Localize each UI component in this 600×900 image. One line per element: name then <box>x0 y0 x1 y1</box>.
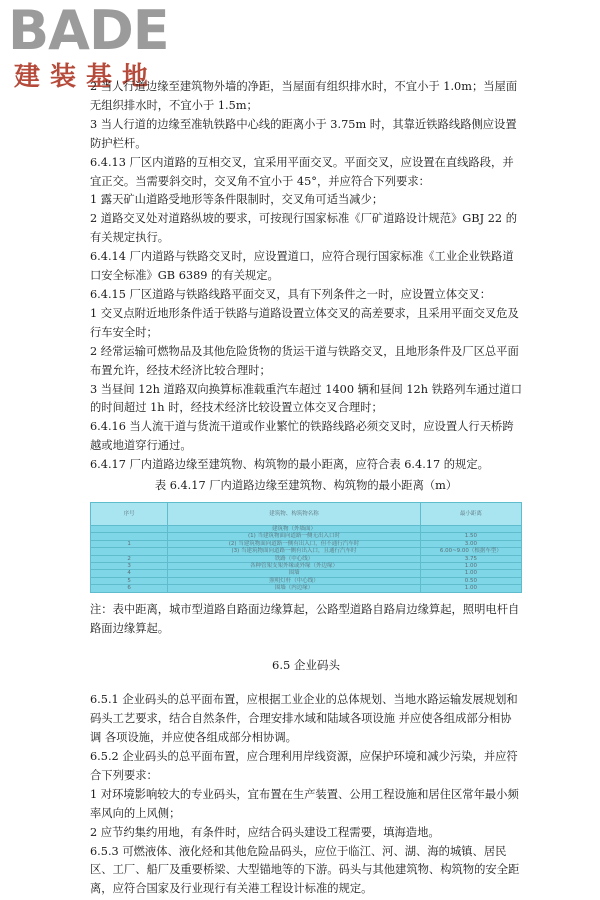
paragraph: 6.4.17 厂内道路边缘至建筑物、构筑物的最小距离，应符合表 6.4.17 的规定。 <box>90 458 489 472</box>
logo-subtitle-text: 建装基地 <box>14 62 159 92</box>
table-cell: 照明灯杆（中心线） <box>168 577 421 584</box>
paragraph: 3 当昼间 12h 道路双向换算标准载重汽车超过 1400 辆和昼间 12h 铁路列车通过道口的时间超过 1h 时，经技术经济比较设置立体交叉合理时； <box>90 382 522 415</box>
table-row <box>91 540 522 547</box>
table-row <box>91 548 522 555</box>
table-row <box>91 577 522 584</box>
table-row <box>91 555 522 562</box>
table-cell <box>420 525 521 532</box>
table-cell: 3.75 <box>420 555 521 562</box>
paragraph: 3 当人行道的边缘至准轨铁路中心线的距离小于 3.75m 时，其靠近铁路线路侧应设置防护栏杆。 <box>90 117 517 150</box>
paragraph: 6.4.14 厂内道路与铁路交叉时，应设置道口，应符合现行国家标准《工业企业铁路道口安全标准》GB 6389 的有关规定。 <box>90 250 514 283</box>
table-cell: 围墙 <box>168 570 421 577</box>
table-cell: 围墙（内边缘） <box>168 585 421 592</box>
table-cell: 建筑物（外墙面） <box>168 525 421 532</box>
table-cell: 4 <box>91 570 168 577</box>
paragraph: 6.5.1 企业码头的总平面布置，应根据工业企业的总体规划、当地水路运输发展规划和码头工艺要求，结合自然条件，合理安排水域和陆域各项设施 并应使各组成部分相协调 各项设施，并应使各组成部分相协调。 <box>90 693 518 745</box>
paragraph: 6.4.15 厂区道路与铁路线路平面交叉，具有下列条件之一时，应设置立体交叉： <box>90 287 492 301</box>
table-header-row <box>91 502 522 525</box>
paragraph: 6.5.2 企业码头的总平面布置，应合理利用岸线资源，应保护环境和减少污染，并应符合下列要求： <box>90 750 518 782</box>
paragraph: 2 经常运输可燃物品及其他危险货物的货运干道与铁路交叉，且地形条件及厂区总平面布置允许，经技术经济比较合理时； <box>90 344 519 377</box>
table-cell: 1.00 <box>420 585 521 592</box>
table-cell: 1.50 <box>420 533 521 540</box>
paragraph: 1 交叉点附近地形条件适于铁路与道路设置立体交叉的高差要求，且采用平面交叉危及行车安全时； <box>90 306 519 339</box>
document-body <box>90 78 522 899</box>
table-cell: 0.50 <box>420 577 521 584</box>
table-cell: (2) 当建筑物面向道路一侧有出入口，但不通行汽车时 <box>168 540 421 547</box>
paragraph: 2 应节约集约用地，有条件时，应结合码头建设工程需要，填海造地。 <box>90 825 440 839</box>
table-cell: 铁路（中心线） <box>168 555 421 562</box>
table-row <box>91 525 522 532</box>
table-cell: 3 <box>91 562 168 569</box>
header-cell-name: 建筑物、构筑物名称 <box>168 502 421 525</box>
paragraph: 1 露天矿山道路受地形等条件限制时，交叉角可适当减少； <box>90 193 384 207</box>
paragraph: 6.5.3 可燃液体、液化烃和其他危险品码头，应位于临江、河、湖、海的城镇、居民区、工厂、船厂及重要桥梁、大型锚地等的下游。码头与其他建筑物、构筑物的安全距离，应符合国家及行业现行有关港工程设计标准的规定。 <box>90 844 520 896</box>
table-row <box>91 570 522 577</box>
table-cell: 2 <box>91 555 168 562</box>
table-cell: 1 <box>91 540 168 547</box>
table-cell: (3) 当建筑物面向道路一侧有出入口，且通行汽车时 <box>168 548 421 555</box>
table-cell <box>91 533 168 540</box>
table-cell: 1.00 <box>420 562 521 569</box>
paragraph: 2 道路交叉处对道路纵坡的要求，可按现行国家标准《厂矿道路设计规范》GBJ 22 的有关规定执行。 <box>90 212 517 245</box>
min-distance-table <box>90 502 522 593</box>
table-caption: 表 6.4.17 厂内道路边缘至建筑物、构筑物的最小距离（m） <box>154 479 458 493</box>
table-cell: 6 <box>91 585 168 592</box>
paragraph: 1 对环境影响较大的专业码头，宜布置在生产装置、公用工程设施和居住区常年最小频率风向的上风侧； <box>90 787 519 820</box>
table-cell: 各种管架支架外缘或外缘（外边缘） <box>168 562 421 569</box>
table-cell: 6.00~9.00（根据车型） <box>420 548 521 555</box>
table-row <box>91 562 522 569</box>
table-cell: (1) 当建筑物面向道路一侧无出入口时 <box>168 533 421 540</box>
header-cell-distance: 最小距离 <box>420 502 521 525</box>
table-row <box>91 533 522 540</box>
table-cell <box>91 525 168 532</box>
paragraph: 2 当人行道边缘至建筑物外墙的净距，当屋面有组织排水时，不宜小于 1.0m；当屋面无组织排水时，不宜小于 1.5m； <box>90 80 518 112</box>
table-cell: 5 <box>91 577 168 584</box>
header-cell-no: 序号 <box>91 502 168 525</box>
section-title: 6.5 企业码头 <box>272 658 340 673</box>
table-cell: 3.00 <box>420 540 521 547</box>
logo-brand-text: BADE <box>8 0 169 62</box>
table-note: 注：表中距离，城市型道路自路面边缘算起，公路型道路自路肩边缘算起，照明电杆自路面边缘算起。 <box>90 602 520 635</box>
table-cell: 1.00 <box>420 570 521 577</box>
table-cell <box>91 548 168 555</box>
paragraph: 6.4.13 厂区内道路的互相交叉，宜采用平面交叉。平面交叉，应设置在直线路段，并宜正交。当需要斜交时，交叉角不宜小于 45°，并应符合下列要求： <box>90 155 514 188</box>
table-row <box>91 585 522 592</box>
paragraph: 6.4.16 当人流干道与货流干道或作业繁忙的铁路线路必须交叉时，应设置人行天桥跨越或地道穿行通过。 <box>90 420 514 453</box>
